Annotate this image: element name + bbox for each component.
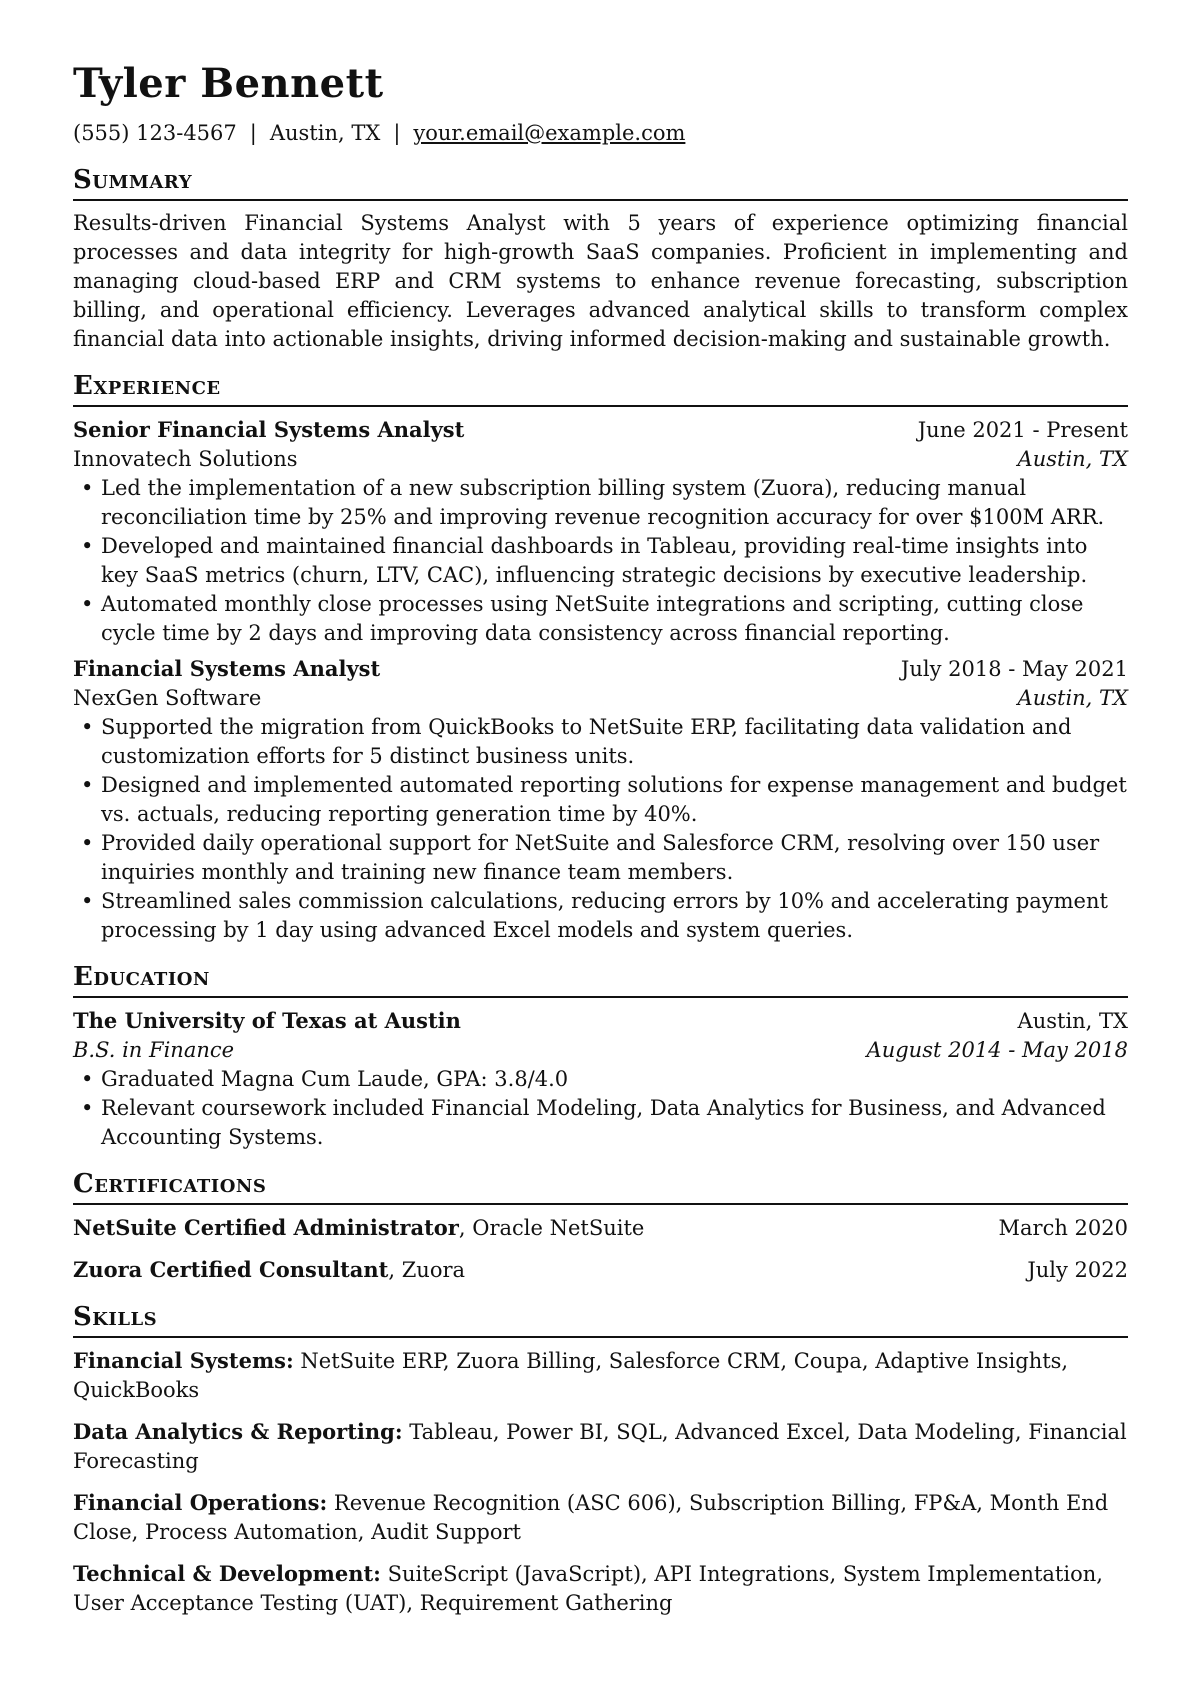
section-title-certifications: Certifications xyxy=(73,1169,1128,1205)
section-title-experience: Experience xyxy=(73,371,1128,407)
skill-category: Financial Systems: xyxy=(73,1348,294,1373)
education-entry xyxy=(73,1006,1128,1152)
skill-category: Technical & Development: xyxy=(73,1561,381,1586)
certification-text xyxy=(73,1213,644,1243)
bullet-item: • Developed and maintained financial dashboards in Tableau, providing real-time insights into key SaaS metrics (churn, LTV, CAC), influencing strategic decisions by executive leadership. xyxy=(73,532,1128,590)
contact-location: Austin, TX xyxy=(269,121,381,145)
skill-items: Tableau, Power BI, SQL, Advanced Excel, Data Modeling, Financial Forecasting xyxy=(73,1420,1127,1473)
job-bullets xyxy=(73,713,1128,945)
phone-number: (555) 123-4567 xyxy=(73,121,237,145)
certification-entry xyxy=(73,1255,1128,1285)
job-subheader xyxy=(73,445,1128,474)
contact-line xyxy=(73,119,1128,148)
skill-items: Revenue Recognition (ASC 606), Subscription Billing, FP&A, Month End Close, Process Automation, Audit Support xyxy=(73,1491,1109,1544)
skill-category: Data Analytics & Reporting: xyxy=(73,1419,403,1444)
experience-entry xyxy=(73,415,1128,648)
job-title: Senior Financial Systems Analyst xyxy=(73,417,465,442)
job-header xyxy=(73,415,1128,445)
candidate-name: Tyler Bennett xyxy=(73,60,384,107)
bullet-item: • Graduated Magna Cum Laude, GPA: 3.8/4.0 xyxy=(73,1065,1128,1094)
job-bullets xyxy=(73,474,1128,648)
job-location: Austin, TX xyxy=(1017,447,1128,471)
email-link[interactable]: your.email@example.com xyxy=(413,121,686,145)
bullet-item: • Streamlined sales commission calculations, reducing errors by 10% and accelerating payment processing by 1 day using advanced Excel models and system queries. xyxy=(73,887,1128,945)
section-title-summary: Summary xyxy=(73,165,1128,201)
certification-issuer: , Zuora xyxy=(388,1258,466,1282)
experience-entry xyxy=(73,654,1128,945)
skill-group xyxy=(73,1488,1128,1547)
certification-date: July 2022 xyxy=(1027,1258,1128,1282)
job-location: Austin, TX xyxy=(1017,686,1128,710)
company-name: Innovatech Solutions xyxy=(73,447,298,471)
job-subheader xyxy=(73,684,1128,713)
bullet-item: • Automated monthly close processes using NetSuite integrations and scripting, cutting close cycle time by 2 days and improving data consistency across financial reporting. xyxy=(73,590,1128,648)
job-dates: June 2021 - Present xyxy=(917,418,1128,442)
bullet-item: • Relevant coursework included Financial Modeling, Data Analytics for Business, and Advanced Accounting Systems. xyxy=(73,1094,1128,1152)
skill-category: Financial Operations: xyxy=(73,1490,328,1515)
company-name: NexGen Software xyxy=(73,686,262,710)
section-title-education: Education xyxy=(73,962,1128,998)
school-name: The University of Texas at Austin xyxy=(73,1008,461,1033)
skill-items: SuiteScript (JavaScript), API Integrations, System Implementation, User Acceptance Testing (UAT), Requirement Gathering xyxy=(73,1562,1103,1615)
bullet-item: • Provided daily operational support for NetSuite and Salesforce CRM, resolving over 150 user inquiries monthly and training new finance team members. xyxy=(73,829,1128,887)
job-dates: July 2018 - May 2021 xyxy=(900,657,1128,681)
education-dates: August 2014 - May 2018 xyxy=(866,1038,1128,1062)
certification-text xyxy=(73,1255,465,1285)
skill-group xyxy=(73,1417,1128,1476)
skill-group xyxy=(73,1346,1128,1405)
education-subheader xyxy=(73,1036,1128,1065)
certification-entry xyxy=(73,1213,1128,1243)
bullet-item: • Led the implementation of a new subscription billing system (Zuora), reducing manual reconciliation time by 25% and improving revenue recognition accuracy for over $100M ARR. xyxy=(73,474,1128,532)
contact-separator: | xyxy=(249,121,257,145)
job-header xyxy=(73,654,1128,684)
education-header xyxy=(73,1006,1128,1036)
degree: B.S. in Finance xyxy=(73,1038,235,1062)
contact-separator: | xyxy=(393,121,401,145)
skill-items: NetSuite ERP, Zuora Billing, Salesforce CRM, Coupa, Adaptive Insights, QuickBooks xyxy=(73,1349,1069,1402)
summary-text: Results-driven Financial Systems Analyst with 5 years of experience optimizing financial processes and data integrity for high-growth SaaS companies. Proficient in implementing and managing cloud-based ERP and CRM systems to enhance revenue forecasting, subscription billing, and operational efficiency. Leverages advanced analytical skills to transform complex financial data into actionable insights, driving informed decision-making and sustainable growth. xyxy=(73,211,1128,351)
certification-date: March 2020 xyxy=(998,1216,1128,1240)
school-location: Austin, TX xyxy=(1017,1009,1128,1033)
certification-name: Zuora Certified Consultant xyxy=(73,1257,389,1282)
certification-issuer: , Oracle NetSuite xyxy=(458,1216,645,1240)
education-bullets xyxy=(73,1065,1128,1152)
bullet-item: • Designed and implemented automated reporting solutions for expense management and budget vs. actuals, reducing reporting generation time by 40%. xyxy=(73,771,1128,829)
bullet-item: • Supported the migration from QuickBooks to NetSuite ERP, facilitating data validation and customization efforts for 5 distinct business units. xyxy=(73,713,1128,771)
resume-page xyxy=(73,56,1128,1618)
section-title-skills: Skills xyxy=(73,1302,1128,1338)
certification-name: NetSuite Certified Administrator xyxy=(73,1215,459,1240)
skill-group xyxy=(73,1559,1128,1618)
job-title: Financial Systems Analyst xyxy=(73,656,381,681)
